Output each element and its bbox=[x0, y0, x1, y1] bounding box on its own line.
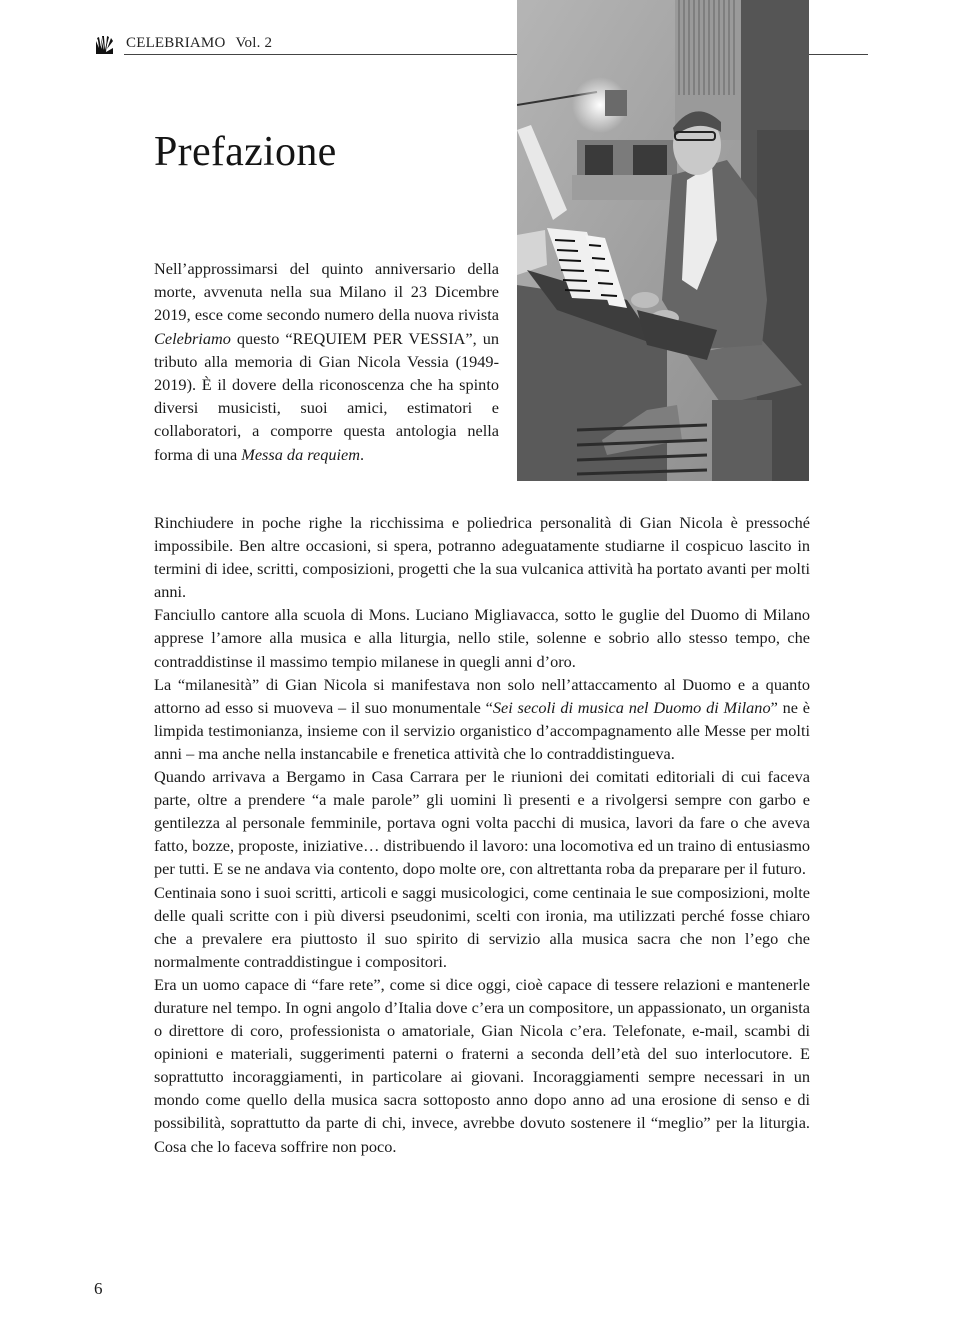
body-paragraph bbox=[154, 673, 810, 765]
mass-title-italic: Messa da requiem bbox=[241, 444, 361, 464]
page-title: Prefazione bbox=[154, 129, 337, 175]
paragraph-text: ” ne è limpida testimonianza, insieme con il servizio organistico d’accompagnamento alle Messe per molti anni – ma anche nella instancabile e frenetica attività che lo contraddistingueva. bbox=[154, 697, 811, 763]
organist-photo bbox=[517, 0, 809, 481]
magazine-title-italic: Celebriamo bbox=[154, 328, 231, 348]
body-paragraph: Centinaia sono i suoi scritti, articoli e saggi musicologici, come centinaia le sue composizioni, molte delle quali scritte con i più diversi pseudonimi, scelti con ironia, ma utilizzati perché fosse chiaro che a prevalere era piuttosto il suo spirito di servizio alla musica sacra che non l’ego che normalmente contraddistingue i compositori. bbox=[154, 882, 810, 971]
body-paragraph: Quando arrivava a Bergamo in Casa Carrara per le riunioni dei comitati editoriali di cui faceva parte, oltre a prendere “a male parole” gli uomini lì presenti e a rivolgersi sempre con garbo e gentilezza al personale femminile, portava ogni volta pacchi di musica, lavori da fare o che aveva fatto, bozze, proposte, iniziative… distribuendo il lavoro: una locomotiva ed un traino di entusiasmo per tutti. E se ne andava via contento, dopo molte ore, con altrettanta roba da preparare per il futuro. bbox=[154, 767, 810, 879]
publication-name: CELEBRIAMO bbox=[126, 35, 226, 51]
body-paragraph: Rinchiudere in poche righe la ricchissima e poliedrica personalità di Gian Nicola è pressoché impossibile. Ben altre occasioni, si spera, potranno adeguatamente studiarne il cospicuo lascito in termini di idee, scritti, composizioni, progetti che la sua vulcanica attività ha portato avanti per molti anni. bbox=[154, 513, 810, 602]
volume-label: Vol. 2 bbox=[235, 35, 273, 51]
intro-text: questo “REQUIEM PER VESSIA”, un tributo alla memoria di Gian Nicola Vessia (1949-2019). È il dovere della riconoscenza che ha spinto diversi musicisti, suoi amici, estimatori e collaboratori, a comporre questa antologia nella forma di una bbox=[154, 328, 499, 464]
intro-text: Nell’approssimarsi del quinto anniversario della morte, avvenuta nella sua Milano il 23 Dicembre 2019, esce come secondo numero della nuova rivista bbox=[154, 259, 499, 325]
body-text bbox=[154, 511, 810, 1158]
reed-fan-logo-icon bbox=[96, 36, 113, 54]
book-title-italic: Sei secoli di musica nel Duomo di Milano bbox=[492, 697, 771, 717]
running-header bbox=[126, 35, 272, 52]
intro-text: . bbox=[360, 444, 365, 464]
paragraph-text: La “milanesità” di Gian Nicola si manifestava non solo nell’attaccamento al Duomo e a quanto attorno ad esso si muoveva – il suo monumentale “ bbox=[154, 674, 810, 717]
body-paragraph: Fanciullo cantore alla scuola di Mons. Luciano Migliavacca, sotto le guglie del Duomo di Milano apprese l’amore alla musica e alla liturgia, nello stile, solenne e sobrio allo stesso tempo, che contraddistinse il massimo tempio milanese in quegli anni d’oro. bbox=[154, 605, 810, 671]
intro-paragraph bbox=[154, 257, 499, 466]
body-paragraph: Era un uomo capace di “fare rete”, come si dice oggi, cioè capace di tessere relazioni e mantenerle durature nel tempo. In ogni angolo d’Italia dove c’era un compositore, un appassionato, un organista o direttore di coro, professionista o amatoriale, Gian Nicola c’era. Telefonate, e-mail, scambi di opinioni e materiali, suggerimenti paterni o fraterni a seconda dell’età del suo interlocutore. E soprattutto incoraggiamenti, in particolare ai giovani. Incoraggiamenti sempre necessari in un mondo come quello della musica sacra sottoposto anno dopo anno ad una erosione di senso e di possibilità, soprattutto da parte di chi, invece, avrebbe dovuto sostenere il “meglio” per la liturgia. Cosa che lo faceva soffrire non poco. bbox=[154, 974, 810, 1156]
page-number: 6 bbox=[94, 1279, 103, 1298]
photo-illustration bbox=[517, 0, 809, 481]
